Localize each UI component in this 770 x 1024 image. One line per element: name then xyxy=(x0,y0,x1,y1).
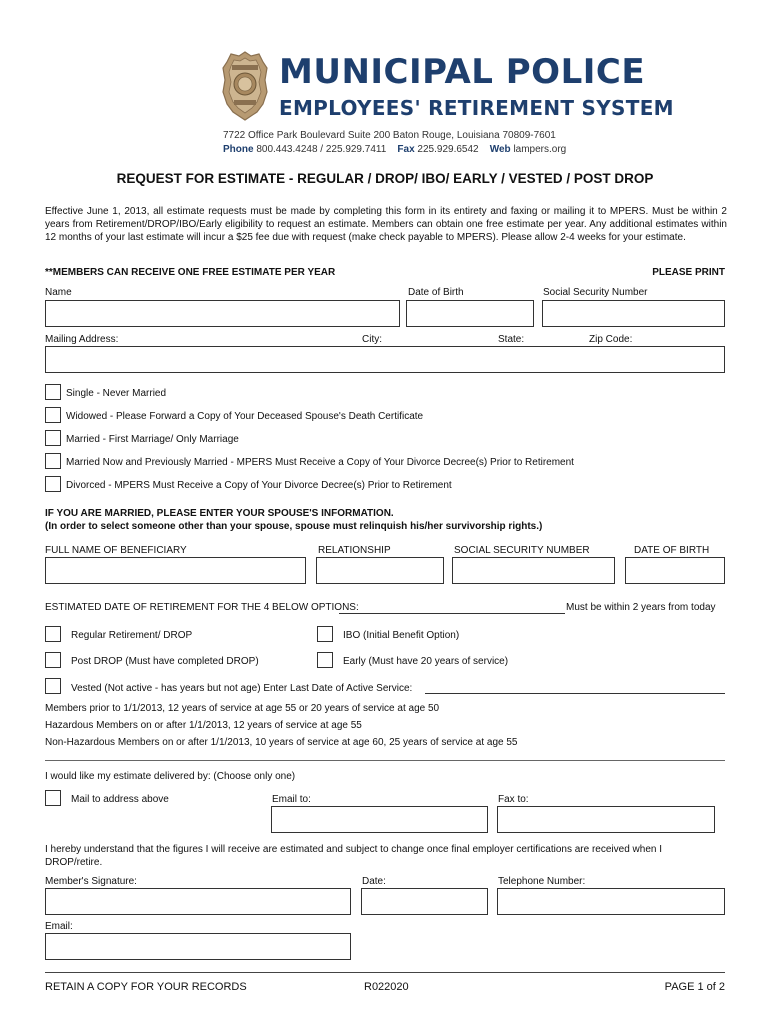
marital-widowed-label: Widowed - Please Forward a Copy of Your Deceased Spouse's Death Certificate xyxy=(66,411,424,422)
fax-to-input[interactable] xyxy=(497,806,715,833)
rule-line-1: Members prior to 1/1/2013, 12 years of service at age 55 or 20 years of service at age 50 xyxy=(45,703,440,714)
fax-value: 225.929.6542 xyxy=(417,144,479,155)
marital-divorced-checkbox[interactable] xyxy=(45,476,61,492)
marital-single-label: Single - Never Married xyxy=(66,388,167,399)
state-label: State: xyxy=(498,334,525,345)
early-checkbox[interactable] xyxy=(317,652,333,668)
beneficiary-dob-label: DATE OF BIRTH xyxy=(634,545,710,556)
marital-single-checkbox[interactable] xyxy=(45,384,61,400)
signature-date-label: Date: xyxy=(362,876,386,887)
fax-to-label: Fax to: xyxy=(498,794,529,805)
rule-line-3: Non-Hazardous Members on or after 1/1/2013, 10 years of service at age 60, 25 years of service at age 55 xyxy=(45,737,518,748)
beneficiary-ssn-input[interactable] xyxy=(452,557,615,584)
signature-date-input[interactable] xyxy=(361,888,488,915)
web-label: Web xyxy=(489,144,511,155)
vested-checkbox[interactable] xyxy=(45,678,61,694)
ibo-checkbox[interactable] xyxy=(317,626,333,642)
marital-married-first-label: Married - First Marriage/ Only Marriage xyxy=(66,434,239,445)
web-value: lampers.org xyxy=(513,144,567,155)
free-estimate-note: **MEMBERS CAN RECEIVE ONE FREE ESTIMATE PER YEAR xyxy=(45,267,336,278)
fax-label: Fax xyxy=(397,144,415,155)
badge-logo-icon xyxy=(221,50,269,122)
spouse-subheading: (In order to select someone other than your spouse, spouse must relinquish his/her survivorship rights.) xyxy=(45,521,543,532)
acknowledgement-text: I hereby understand that the figures I will receive are estimated and subject to change once final employer certifications are received when I DROP/retire. xyxy=(45,844,663,868)
marital-married-previously-label: Married Now and Previously Married - MPERS Must Receive a Copy of Your Divorce Decree(s) Prior to Retirement xyxy=(66,457,574,468)
email-to-label: Email to: xyxy=(272,794,311,805)
name-label: Name xyxy=(45,287,72,298)
regular-retirement-label: Regular Retirement/ DROP xyxy=(71,630,193,641)
ssn-input[interactable] xyxy=(542,300,725,327)
telephone-label: Telephone Number: xyxy=(498,876,586,887)
marital-married-previously-checkbox[interactable] xyxy=(45,453,61,469)
marital-widowed-checkbox[interactable] xyxy=(45,407,61,423)
signature-input[interactable] xyxy=(45,888,351,915)
post-drop-checkbox[interactable] xyxy=(45,652,61,668)
email-input[interactable] xyxy=(45,933,351,960)
org-address: 7722 Office Park Boulevard Suite 200 Baton Rouge, Louisiana 70809-7601 xyxy=(223,130,556,141)
ssn-label: Social Security Number xyxy=(543,287,648,298)
beneficiary-name-label: FULL NAME OF BENEFICIARY xyxy=(45,545,187,556)
retirement-date-note: Must be within 2 years from today xyxy=(566,602,716,613)
marital-married-first-checkbox[interactable] xyxy=(45,430,61,446)
mail-delivery-label: Mail to address above xyxy=(71,794,169,805)
email-to-input[interactable] xyxy=(271,806,488,833)
relationship-label: RELATIONSHIP xyxy=(318,545,391,556)
org-name-line1: MUNICIPAL POLICE xyxy=(279,52,646,92)
zip-label: Zip Code: xyxy=(589,334,633,345)
footer-retain-copy: RETAIN A COPY FOR YOUR RECORDS xyxy=(45,981,247,993)
please-print-note: PLEASE PRINT xyxy=(652,267,725,278)
signature-label: Member's Signature: xyxy=(45,876,137,887)
telephone-input[interactable] xyxy=(497,888,725,915)
retirement-date-label: ESTIMATED DATE OF RETIREMENT FOR THE 4 BELOW OPTIONS: xyxy=(45,602,359,613)
org-name-line2: EMPLOYEES' RETIREMENT SYSTEM xyxy=(279,96,674,120)
phone-value: 800.443.4248 / 225.929.7411 xyxy=(256,144,387,155)
email-label: Email: xyxy=(45,921,73,932)
phone-label: Phone xyxy=(223,144,254,155)
delivery-label: I would like my estimate delivered by: (Choose only one) xyxy=(45,771,296,782)
footer-divider xyxy=(45,972,725,973)
mailing-address-label: Mailing Address: xyxy=(45,334,119,345)
dob-label: Date of Birth xyxy=(408,287,464,298)
early-label: Early (Must have 20 years of service) xyxy=(343,656,509,667)
city-label: City: xyxy=(362,334,382,345)
intro-paragraph: Effective June 1, 2013, all estimate requests must be made by completing this form in its entirety and faxing or mailing it to MPERS. Must be within 2 years from Retirement/DROP/IBO/Early eligibility to request an estimate. Members can obtain one free estimate per year. Any additional estimates within 12 months of your last estimate will incur a $25 fee due with request (make check payable to MPERS). Please allow 2-4 weeks for your estimate. xyxy=(45,206,727,243)
mailing-address-input[interactable] xyxy=(45,346,725,373)
name-input[interactable] xyxy=(45,300,400,327)
spouse-heading: IF YOU ARE MARRIED, PLEASE ENTER YOUR SPOUSE'S INFORMATION. xyxy=(45,508,394,519)
org-contact-line xyxy=(223,144,566,155)
section-divider xyxy=(45,760,725,761)
footer-form-code: R022020 xyxy=(364,981,409,993)
footer-page-number: PAGE 1 of 2 xyxy=(664,981,725,993)
beneficiary-ssn-label: SOCIAL SECURITY NUMBER xyxy=(454,545,590,556)
form-title: REQUEST FOR ESTIMATE - REGULAR / DROP/ IBO/ EARLY / VESTED / POST DROP xyxy=(116,171,654,186)
marital-divorced-label: Divorced - MPERS Must Receive a Copy of Your Divorce Decree(s) Prior to Retirement xyxy=(66,480,452,491)
vested-date-line[interactable] xyxy=(425,693,725,694)
ibo-label: IBO (Initial Benefit Option) xyxy=(343,630,460,641)
regular-retirement-checkbox[interactable] xyxy=(45,626,61,642)
post-drop-label: Post DROP (Must have completed DROP) xyxy=(71,656,259,667)
mail-delivery-checkbox[interactable] xyxy=(45,790,61,806)
dob-input[interactable] xyxy=(406,300,534,327)
beneficiary-name-input[interactable] xyxy=(45,557,306,584)
relationship-input[interactable] xyxy=(316,557,444,584)
beneficiary-dob-input[interactable] xyxy=(625,557,725,584)
retirement-date-line[interactable] xyxy=(339,613,565,614)
rule-line-2: Hazardous Members on or after 1/1/2013, 12 years of service at age 55 xyxy=(45,720,362,731)
vested-label: Vested (Not active - has years but not age) Enter Last Date of Active Service: xyxy=(71,683,413,694)
